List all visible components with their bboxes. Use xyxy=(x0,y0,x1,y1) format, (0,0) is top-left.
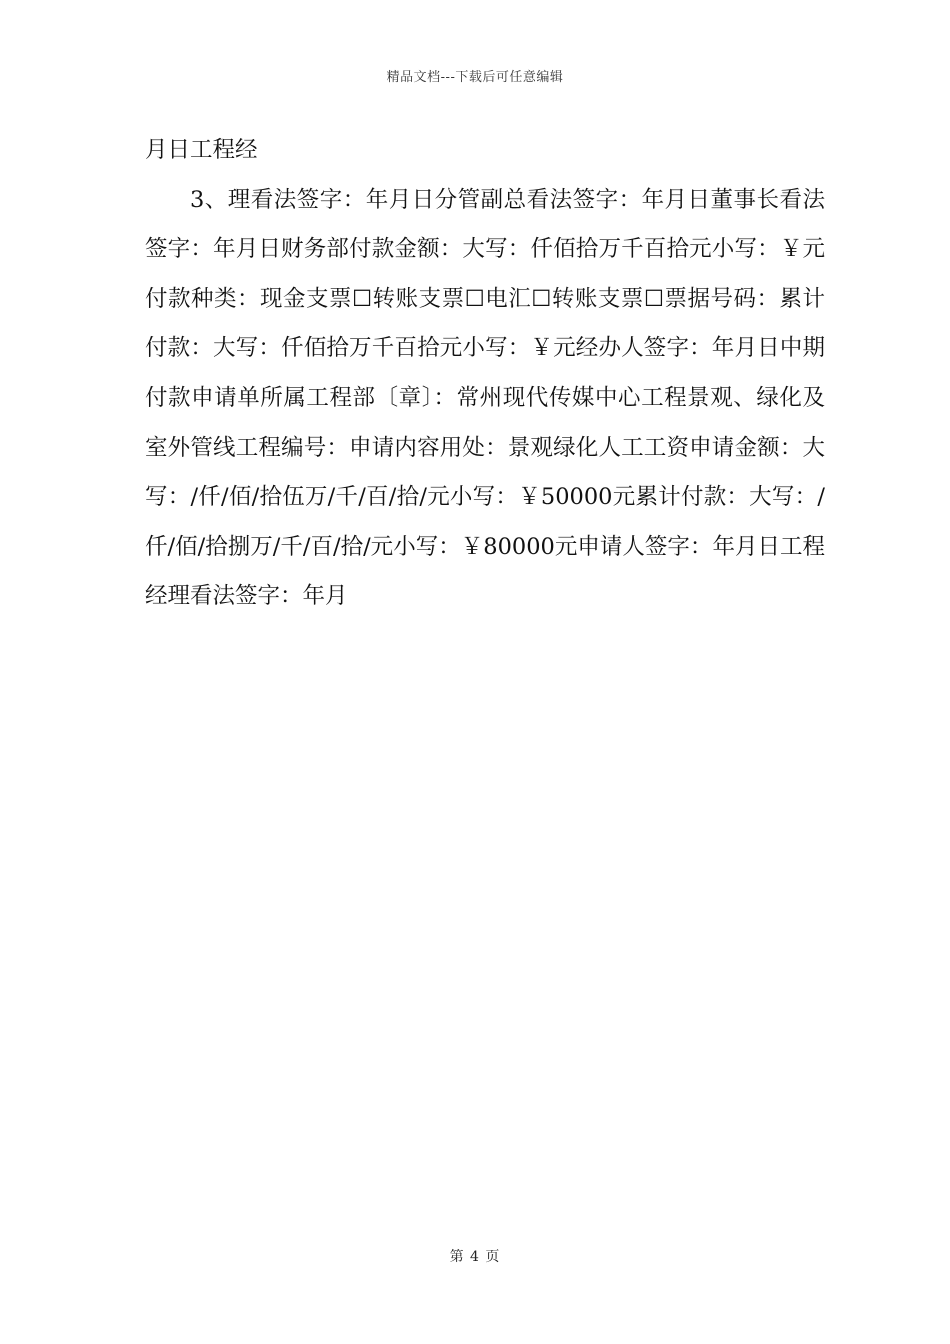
page-header: 精品文档---下载后可任意编辑 xyxy=(386,70,564,85)
document-body xyxy=(145,126,825,622)
page-number: 第 4 页 xyxy=(449,1249,501,1265)
paragraph-continuation: 月日工程经 xyxy=(145,137,258,163)
paragraph-payment-form: 3、理看法签字：年月日分管副总看法签字：年月日董事长看法签字：年月日财务部付款金额：大写：仟佰拾万千百拾元小写：￥元付款种类：现金支票☐转账支票☐电汇☐转账支票☐票据号码：累计付款：大写：仟佰拾万千百拾元小写：￥元经办人签字：年月日中期付款申请单所属工程部〔章〕：常州现代传媒中心工程景观、绿化及室外管线工程编号：申请内容用处：景观绿化人工工资申请金额：大写：/仟/佰/拾伍万/千/百/拾/元小写：￥50000元累计付款：大写：/仟/佰/拾捌万/千/百/拾/元小写：￥80000元申请人签字：年月日工程经理看法签字：年月 xyxy=(145,186,825,610)
